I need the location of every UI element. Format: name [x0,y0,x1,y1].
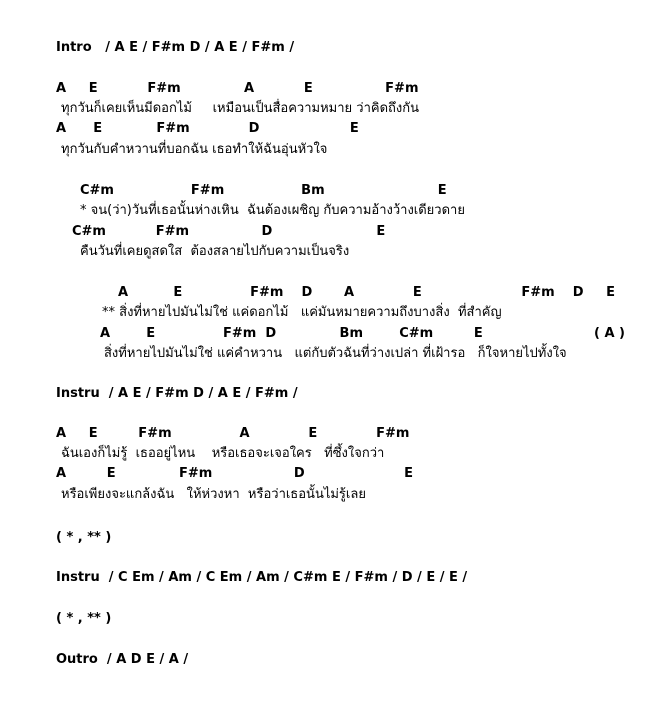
verse1-chords-2: A E F#m D E [56,121,359,136]
prechorus-chords-1: C#m F#m Bm E [80,183,447,198]
verse2-chords-2: A E F#m D E [56,466,414,481]
prechorus-lyric-2: คืนวันที่เคยดูสดใส ต้องสลายไปกับความเป็นจริง [80,244,350,259]
chorus-chords-2: A E F#m D Bm C#m E [100,326,483,341]
verse2-chords-1: A E F#m A E F#m [56,426,410,441]
verse2-lyric-1: ฉันเองก็ไม่รู้ เธออยู่ไหน หรือเธอจะเจอใคร ที่ซึ้งใจกว่า [61,446,385,461]
prechorus-lyric-1: * จน(ว่า)วันที่เธอนั้นห่างเหิน ฉันต้องเผชิญ กับความอ้างว้างเดียวดาย [80,203,465,218]
chorus-chords-1: A E F#m D A E F#m D E [118,285,616,300]
chorus-lyric-1: ** สิ่งที่หายไปมันไม่ใช่ แค่ดอกไม้ แค่มันหมายความถึงบางสิ่ง ที่สำคัญ [102,305,502,320]
verse1-lyric-2: ทุกวันกับคำหวานที่บอกฉัน เธอทำให้ฉันอุ่นหัวใจ [61,142,328,157]
repeat-marker-1: ( * , ** ) [56,530,112,545]
verse1-chords-1: A E F#m A E F#m [56,81,419,96]
outro-line: Outro / A D E / A / [56,652,189,667]
instru-line-1: Instru / A E / F#m D / A E / F#m / [56,386,298,401]
verse2-lyric-2: หรือเพียงจะแกล้งฉัน ให้ห่วงหา หรือว่าเธอนั้นไม่รู้เลย [61,487,366,502]
verse1-lyric-1: ทุกวันก็เคยเห็นมีดอกไม้ เหมือนเป็นสื่อความหมาย ว่าคิดถึงกัน [61,101,419,116]
chorus-chords-2-end: ( A ) [594,326,625,341]
repeat-marker-2: ( * , ** ) [56,611,112,626]
intro-line: Intro / A E / F#m D / A E / F#m / [56,40,295,55]
chorus-lyric-2: สิ่งที่หายไปมันไม่ใช่ แค่คำหวาน แต่กับตัวฉันที่ว่างเปล่า ที่เฝ้ารอ ก็ใจหายไปทั้งใจ [104,346,567,361]
instru-line-2: Instru / C Em / Am / C Em / Am / C#m E / F#m / D / E / E / [56,570,468,585]
prechorus-chords-2: C#m F#m D E [72,224,386,239]
